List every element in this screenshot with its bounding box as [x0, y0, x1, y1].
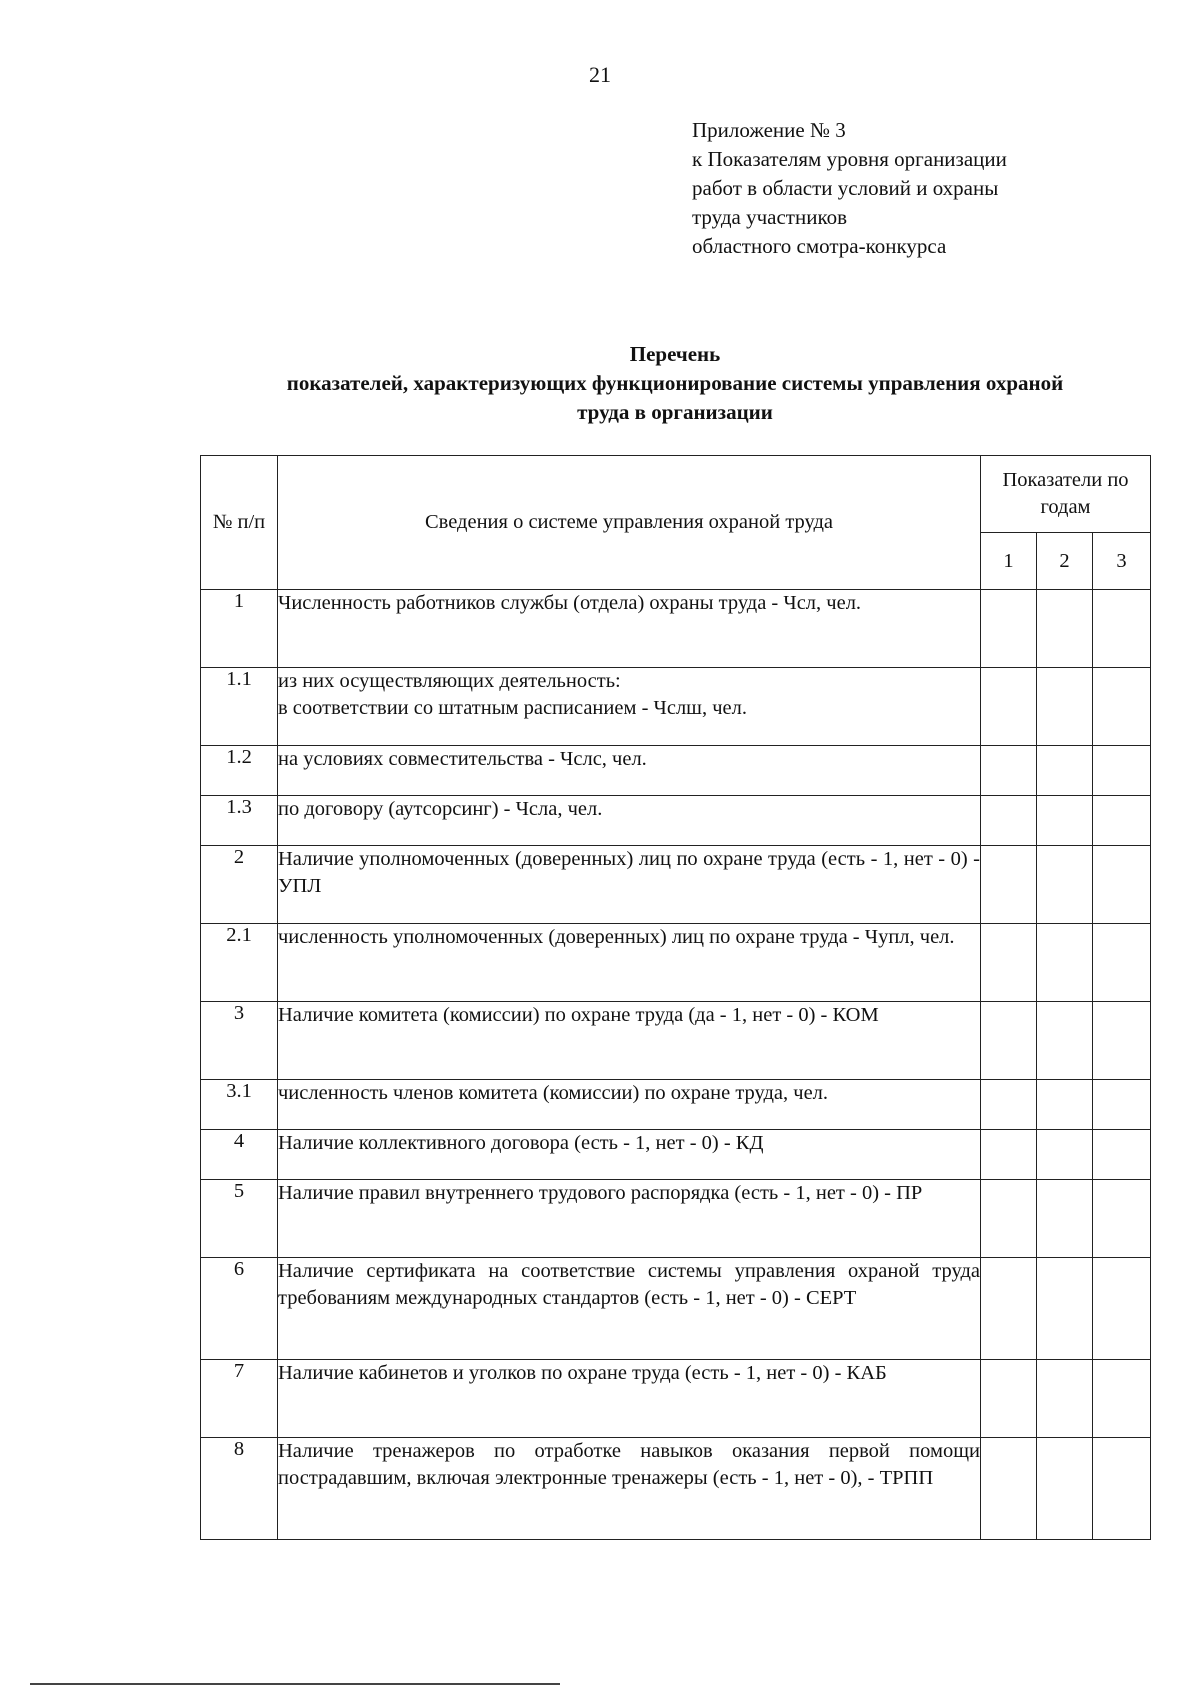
- row-description: Численность работников службы (отдела) охраны труда - Чсл, чел.: [278, 590, 981, 668]
- year-value-cell: [981, 846, 1037, 924]
- year-value-cell: [1037, 1180, 1093, 1258]
- row-number: 1.1: [201, 668, 278, 746]
- row-description: Наличие комитета (комиссии) по охране труда (да - 1, нет - 0) - КОМ: [278, 1002, 981, 1080]
- year-value-cell: [1093, 796, 1151, 846]
- year-value-cell: [1093, 1080, 1151, 1130]
- table-row: [201, 1360, 1151, 1438]
- year-value-cell: [1037, 1130, 1093, 1180]
- row-number: 5: [201, 1180, 278, 1258]
- header-year: 1: [981, 533, 1037, 590]
- table-row: [201, 668, 1151, 746]
- row-number: 1: [201, 590, 278, 668]
- year-value-cell: [1037, 746, 1093, 796]
- year-value-cell: [1037, 1080, 1093, 1130]
- row-number: 6: [201, 1258, 278, 1360]
- row-number: 8: [201, 1438, 278, 1540]
- year-value-cell: [1037, 924, 1093, 1002]
- year-value-cell: [1037, 1002, 1093, 1080]
- row-number: 2.1: [201, 924, 278, 1002]
- appendix-line: к Показателям уровня организации: [692, 147, 1007, 171]
- row-number: 3.1: [201, 1080, 278, 1130]
- table-row: [201, 1180, 1151, 1258]
- table-row: [201, 590, 1151, 668]
- appendix-line: Приложение № 3: [692, 118, 846, 142]
- year-value-cell: [1093, 1360, 1151, 1438]
- year-value-cell: [1093, 668, 1151, 746]
- table-row: [201, 1080, 1151, 1130]
- year-value-cell: [981, 1080, 1037, 1130]
- row-description: Наличие кабинетов и уголков по охране труда (есть - 1, нет - 0) - КАБ: [278, 1360, 981, 1438]
- year-value-cell: [981, 1360, 1037, 1438]
- year-value-cell: [1093, 846, 1151, 924]
- table-row: [201, 796, 1151, 846]
- year-value-cell: [981, 1130, 1037, 1180]
- year-value-cell: [981, 668, 1037, 746]
- header-info: Сведения о системе управления охраной труда: [278, 456, 981, 590]
- header-number: № п/п: [201, 456, 278, 590]
- row-description: Наличие коллективного договора (есть - 1, нет - 0) - КД: [278, 1130, 981, 1180]
- table-row: [201, 1438, 1151, 1540]
- row-description: численность членов комитета (комиссии) по охране труда, чел.: [278, 1080, 981, 1130]
- row-description: Наличие правил внутреннего трудового распорядка (есть - 1, нет - 0) - ПР: [278, 1180, 981, 1258]
- header-year: 2: [1037, 533, 1093, 590]
- row-description: на условиях совместительства - Чслс, чел.: [278, 746, 981, 796]
- table-row: [201, 1258, 1151, 1360]
- appendix-line: труда участников: [692, 205, 847, 229]
- title-line: труда в организации: [577, 400, 773, 424]
- year-value-cell: [981, 924, 1037, 1002]
- year-value-cell: [981, 590, 1037, 668]
- appendix-line: работ в области условий и охраны: [692, 176, 999, 200]
- row-description: Наличие тренажеров по отработке навыков оказания первой помощи пострадавшим, включая электронные тренажеры (есть - 1, нет - 0), - ТРПП: [278, 1438, 981, 1540]
- page-number: 21: [589, 62, 611, 87]
- row-number: 1.2: [201, 746, 278, 796]
- year-value-cell: [981, 1002, 1037, 1080]
- row-description: Наличие сертификата на соответствие системы управления охраной труда требованиям международных стандартов (есть - 1, нет - 0) - СЕРТ: [278, 1258, 981, 1360]
- year-value-cell: [1093, 1258, 1151, 1360]
- row-number: 2: [201, 846, 278, 924]
- year-value-cell: [1037, 1258, 1093, 1360]
- table-row: [201, 846, 1151, 924]
- indicators-table: [200, 455, 1151, 1540]
- year-value-cell: [981, 1180, 1037, 1258]
- row-number: 3: [201, 1002, 278, 1080]
- year-value-cell: [1093, 1180, 1151, 1258]
- row-number: 4: [201, 1130, 278, 1180]
- title-line: Перечень: [629, 342, 721, 366]
- year-value-cell: [981, 1258, 1037, 1360]
- document-title: [200, 340, 1150, 427]
- year-value-cell: [1093, 924, 1151, 1002]
- year-value-cell: [1093, 1002, 1151, 1080]
- table-row: [201, 924, 1151, 1002]
- header-years-group: Показатели по годам: [981, 456, 1151, 533]
- table-row: [201, 1130, 1151, 1180]
- year-value-cell: [1037, 1438, 1093, 1540]
- year-value-cell: [1037, 590, 1093, 668]
- table-row: [201, 1002, 1151, 1080]
- row-description: численность уполномоченных (доверенных) лиц по охране труда - Чупл, чел.: [278, 924, 981, 1002]
- title-line: показателей, характеризующих функционирование системы управления охраной: [286, 371, 1064, 395]
- year-value-cell: [981, 1438, 1037, 1540]
- appendix-note: [692, 116, 1172, 261]
- year-value-cell: [1093, 746, 1151, 796]
- year-value-cell: [1093, 1130, 1151, 1180]
- year-value-cell: [981, 796, 1037, 846]
- table-header-row: [201, 456, 1151, 533]
- appendix-line: областного смотра-конкурса: [692, 234, 947, 258]
- row-description: Наличие уполномоченных (доверенных) лиц по охране труда (есть - 1, нет - 0) - УПЛ: [278, 846, 981, 924]
- table-row: [201, 746, 1151, 796]
- year-value-cell: [981, 746, 1037, 796]
- bottom-rule: [30, 1683, 560, 1685]
- header-year: 3: [1093, 533, 1151, 590]
- year-value-cell: [1093, 1438, 1151, 1540]
- row-number: 7: [201, 1360, 278, 1438]
- year-value-cell: [1037, 846, 1093, 924]
- year-value-cell: [1093, 590, 1151, 668]
- row-description: по договору (аутсорсинг) - Чсла, чел.: [278, 796, 981, 846]
- row-description: из них осуществляющих деятельность: в соответствии со штатным расписанием - Чслш, чел.: [278, 668, 981, 746]
- year-value-cell: [1037, 1360, 1093, 1438]
- row-number: 1.3: [201, 796, 278, 846]
- year-value-cell: [1037, 796, 1093, 846]
- year-value-cell: [1037, 668, 1093, 746]
